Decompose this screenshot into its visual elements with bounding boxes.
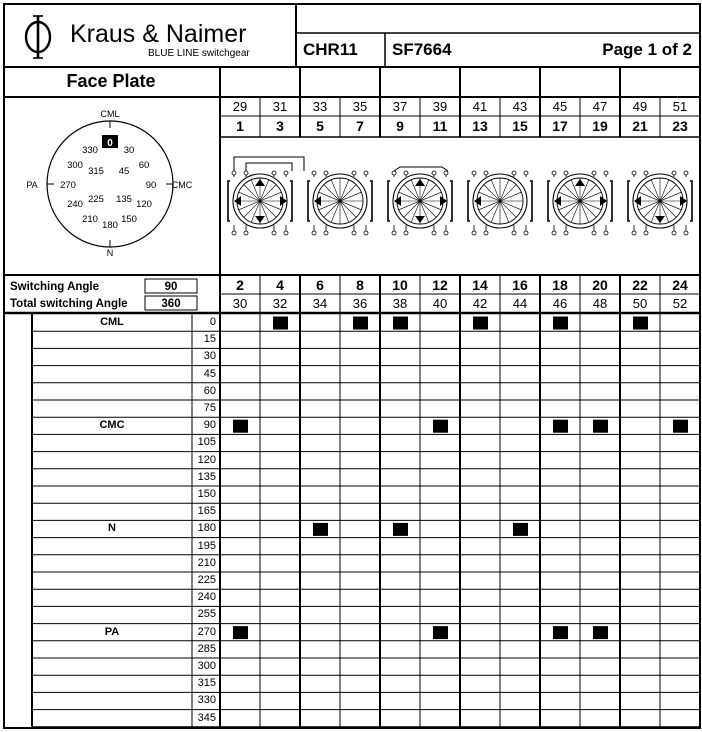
terminal-number: 49 [632,99,648,114]
terminal-number: 48 [592,296,608,311]
terminal-number: 19 [592,118,608,134]
terminal-number: 24 [672,277,688,293]
terminal-number: 13 [472,118,488,134]
terminal-number: 39 [432,99,448,114]
terminal-number: 32 [272,296,288,311]
position-angle: 300 [197,660,216,672]
terminal-number: 8 [356,277,364,293]
terminal-number: 42 [472,296,488,311]
model-number: CHR11 [303,40,358,59]
terminal-number: 34 [312,296,328,311]
terminal-number: 51 [672,99,688,114]
terminal-number: 21 [632,118,648,134]
terminal-number: 35 [352,99,368,114]
terminal-number: 16 [512,277,528,293]
dial-label: 330 [82,145,98,156]
terminal-number: 44 [512,296,528,311]
dial-label: 180 [102,220,118,231]
dial-label: 210 [82,214,98,225]
position-angle: 255 [197,608,216,621]
terminal-number: 6 [316,277,324,293]
dial-position-label: CMC [171,180,193,190]
terminal-number: 47 [592,99,608,114]
face-plate-title: Face Plate [66,71,156,91]
terminal-number: 14 [472,277,488,293]
position-angle: 150 [197,488,216,500]
position-label: CML [100,316,124,328]
position-label: PA [104,625,120,638]
position-angle: 90 [203,419,216,432]
dial-position-label: CML [100,109,120,119]
dial-label: 135 [116,194,132,205]
position-angle: 210 [197,556,216,569]
terminal-number: 37 [392,99,408,114]
terminal-number: 4 [276,277,284,293]
position-angle: 105 [197,436,216,449]
dial-label: 0 [107,138,113,149]
terminal-number: 40 [432,296,448,311]
terminal-number: 2 [236,277,244,293]
terminal-number: 22 [632,277,648,293]
position-angle: 120 [197,453,216,466]
position-angle: 180 [197,522,216,535]
terminal-number: 29 [232,99,248,114]
terminal-number: 15 [512,118,528,134]
position-angle: 225 [197,574,216,586]
terminal-number: 46 [552,296,568,311]
position-angle: 60 [203,384,216,397]
page-indicator: Page 1 of 2 [602,40,692,59]
terminal-number: 43 [512,99,528,114]
part-number: SF7664 [392,40,452,59]
terminal-number: 31 [272,99,288,114]
position-angle: 30 [203,350,216,363]
switching-angle-value: 90 [164,281,178,293]
total-switching-angle-value: 360 [161,298,181,310]
terminal-number: 45 [552,99,568,114]
dial-label: 120 [136,199,152,210]
position-angle: 240 [197,591,216,604]
terminal-number: 38 [392,296,408,311]
position-angle: 45 [203,367,216,380]
dial-label: 225 [88,194,104,205]
dial-label: 150 [121,214,137,225]
terminal-number: 41 [472,99,488,114]
dial-label: 240 [67,199,83,210]
terminal-number: 36 [352,296,368,311]
terminal-number: 18 [552,277,568,293]
position-label: CMC [99,419,125,432]
terminal-number: 30 [232,296,248,311]
position-angle: 75 [203,402,216,414]
position-label: N [108,522,116,535]
terminal-number: 5 [316,118,324,134]
dial-label: 300 [67,160,83,171]
position-angle: 165 [197,505,216,518]
terminal-number: 20 [592,277,608,293]
position-angle: 135 [197,470,216,483]
dial-label: 30 [123,145,135,156]
dial-position-label: PA [26,180,38,190]
dial-position-label: N [106,248,114,258]
position-angle: 0 [209,316,216,328]
terminal-number: 1 [236,118,244,134]
company-name: Kraus & Naimer [70,20,247,48]
total-switching-angle-label: Total switching Angle [10,298,128,310]
terminal-number: 23 [672,118,688,134]
terminal-number: 52 [672,296,688,311]
position-angle: 270 [197,625,216,638]
terminal-number: 7 [356,118,364,134]
position-angle: 195 [197,539,216,552]
terminal-number: 9 [396,118,404,134]
dial-label: 45 [118,166,130,177]
terminal-number: 50 [632,296,648,311]
dial-label: 270 [60,180,76,191]
position-angle: 330 [197,694,216,707]
switching-angle-label: Switching Angle [10,281,100,293]
terminal-number: 12 [432,277,448,293]
terminal-number: 11 [432,118,448,134]
terminal-number: 17 [552,118,568,134]
dial-label: 315 [88,166,104,177]
terminal-number: 3 [276,118,284,134]
position-angle: 15 [203,333,216,346]
terminal-number: 33 [312,99,328,114]
position-angle: 345 [197,711,216,724]
company-tagline: BLUE LINE switchgear [148,48,250,59]
dial-label: 90 [145,180,157,191]
position-angle: 315 [197,677,216,690]
dial-label: 60 [138,160,150,171]
position-angle: 285 [197,642,216,655]
terminal-number: 10 [392,277,408,293]
